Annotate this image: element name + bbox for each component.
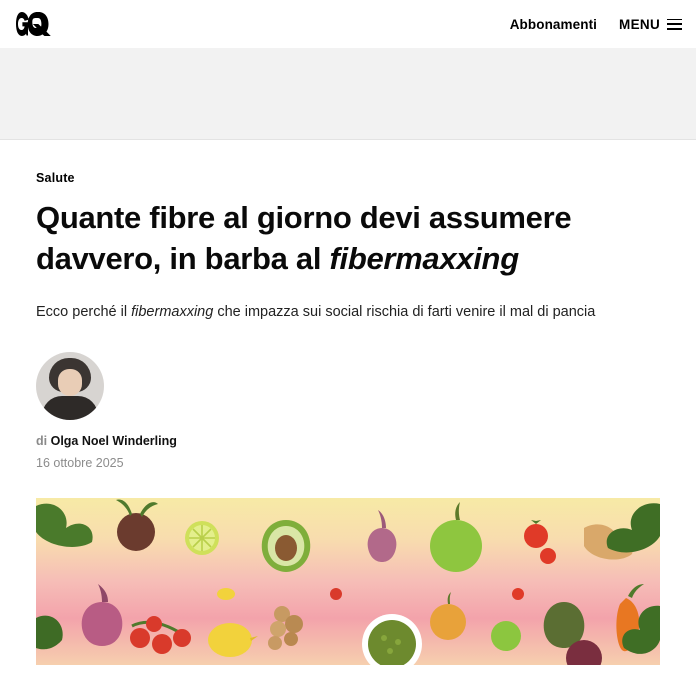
- header-actions: [510, 17, 682, 32]
- dek-text-start: Ecco perché il: [36, 303, 132, 320]
- subscribe-link[interactable]: Abbonamenti: [509, 16, 598, 32]
- author-name[interactable]: Olga Noel Winderling: [50, 433, 177, 448]
- byline: [36, 352, 660, 470]
- headline-italic: fibermaxxing: [329, 240, 519, 276]
- article-rubric[interactable]: Salute: [36, 171, 75, 185]
- publish-date: 16 ottobre 2025: [36, 455, 124, 470]
- byline-author: [36, 434, 660, 448]
- menu-label: MENU: [619, 16, 660, 32]
- menu-button[interactable]: [619, 17, 682, 32]
- page-title: [36, 198, 636, 280]
- gq-logo-icon: [16, 12, 64, 36]
- article-body: [0, 171, 696, 470]
- avatar: [36, 352, 104, 420]
- avatar-face: [58, 369, 82, 396]
- gq-logo-link[interactable]: [16, 12, 64, 36]
- site-header: [0, 0, 696, 48]
- headline-text: Quante fibre al giorno devi assumere davvero, in barba al: [36, 200, 572, 276]
- dek-text-end: che impazza sui social rischia di farti venire il mal di pancia: [213, 303, 596, 320]
- top-banner-area: [0, 48, 696, 140]
- byline-prefix: di: [36, 433, 48, 448]
- article-dek: [36, 302, 646, 324]
- avatar-body: [42, 396, 98, 420]
- hamburger-icon: [667, 19, 682, 30]
- dek-italic: fibermaxxing: [131, 303, 214, 320]
- hero-image: [36, 498, 660, 665]
